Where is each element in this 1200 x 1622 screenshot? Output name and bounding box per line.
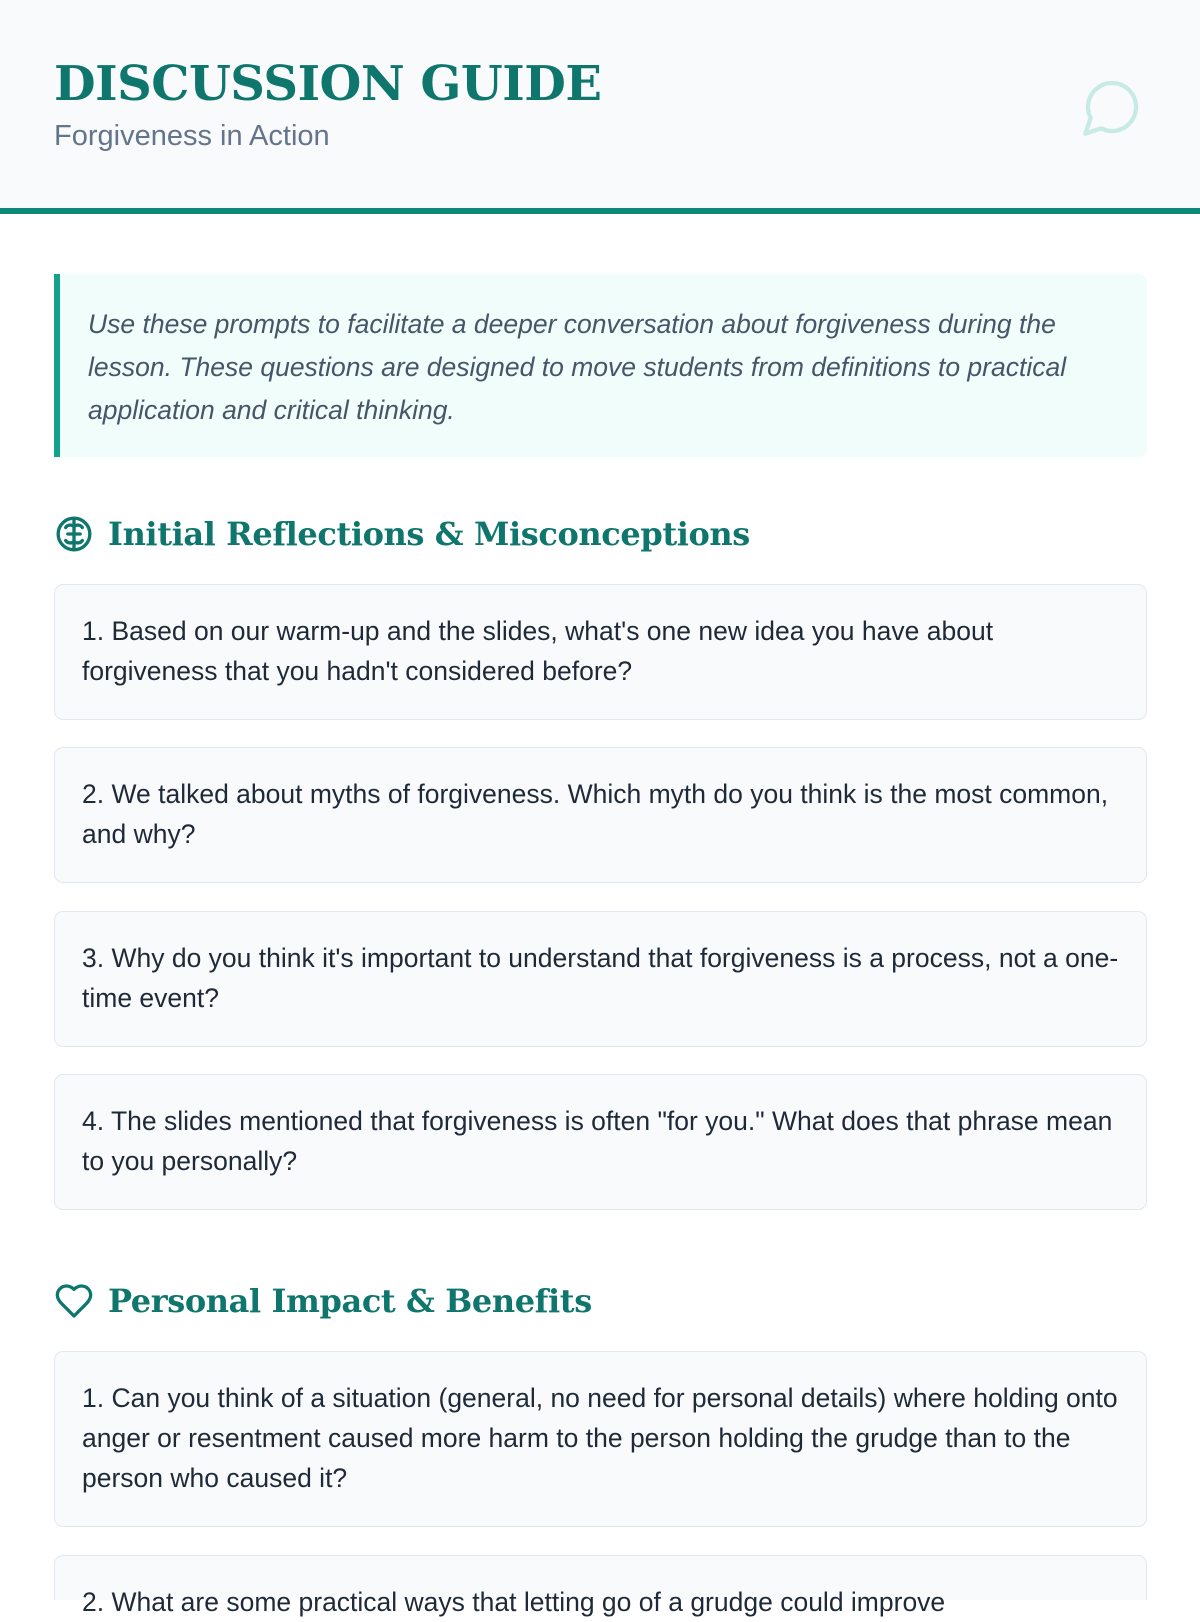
question-text: 2. We talked about myths of forgiveness. Which myth do you think is the most common, and why? — [82, 779, 1109, 849]
question-card — [54, 584, 1147, 720]
question-card — [54, 1351, 1147, 1527]
heart-icon — [54, 1281, 94, 1321]
intro-text: Use these prompts to facilitate a deeper conversation about forgiveness during the lesson. These questions are designed to move students from definitions to practical application and critical thinking. — [88, 309, 1067, 425]
intro-callout — [54, 274, 1147, 457]
section-title: Initial Reflections & Misconceptions — [108, 515, 750, 553]
question-card — [54, 911, 1147, 1047]
page-title: DISCUSSION GUIDE — [54, 56, 602, 112]
question-card — [54, 1074, 1147, 1210]
page-subtitle: Forgiveness in Action — [54, 120, 330, 152]
question-card — [54, 747, 1147, 883]
question-text: 2. What are some practical ways that letting go of a grudge could improve — [82, 1587, 946, 1617]
question-text: 3. Why do you think it's important to understand that forgiveness is a process, not a one-time event? — [82, 943, 1119, 1013]
question-card — [54, 1555, 1147, 1617]
question-text: 4. The slides mentioned that forgiveness is often "for you." What does that phrase mean to you personally? — [82, 1106, 1113, 1176]
section-title: Personal Impact & Benefits — [108, 1282, 592, 1320]
chat-bubble-icon — [1080, 75, 1144, 139]
question-text: 1. Based on our warm-up and the slides, what's one new idea you have about forgiveness that you hadn't considered before? — [82, 616, 994, 686]
question-text: 1. Can you think of a situation (general, no need for personal details) where holding onto anger or resentment caused more harm to the person holding the grudge than to the person who caused it? — [82, 1383, 1118, 1493]
section-heading-initial-reflections — [54, 514, 750, 554]
section-heading-personal-impact — [54, 1281, 592, 1321]
brain-icon — [54, 514, 94, 554]
page-header — [0, 0, 1200, 214]
